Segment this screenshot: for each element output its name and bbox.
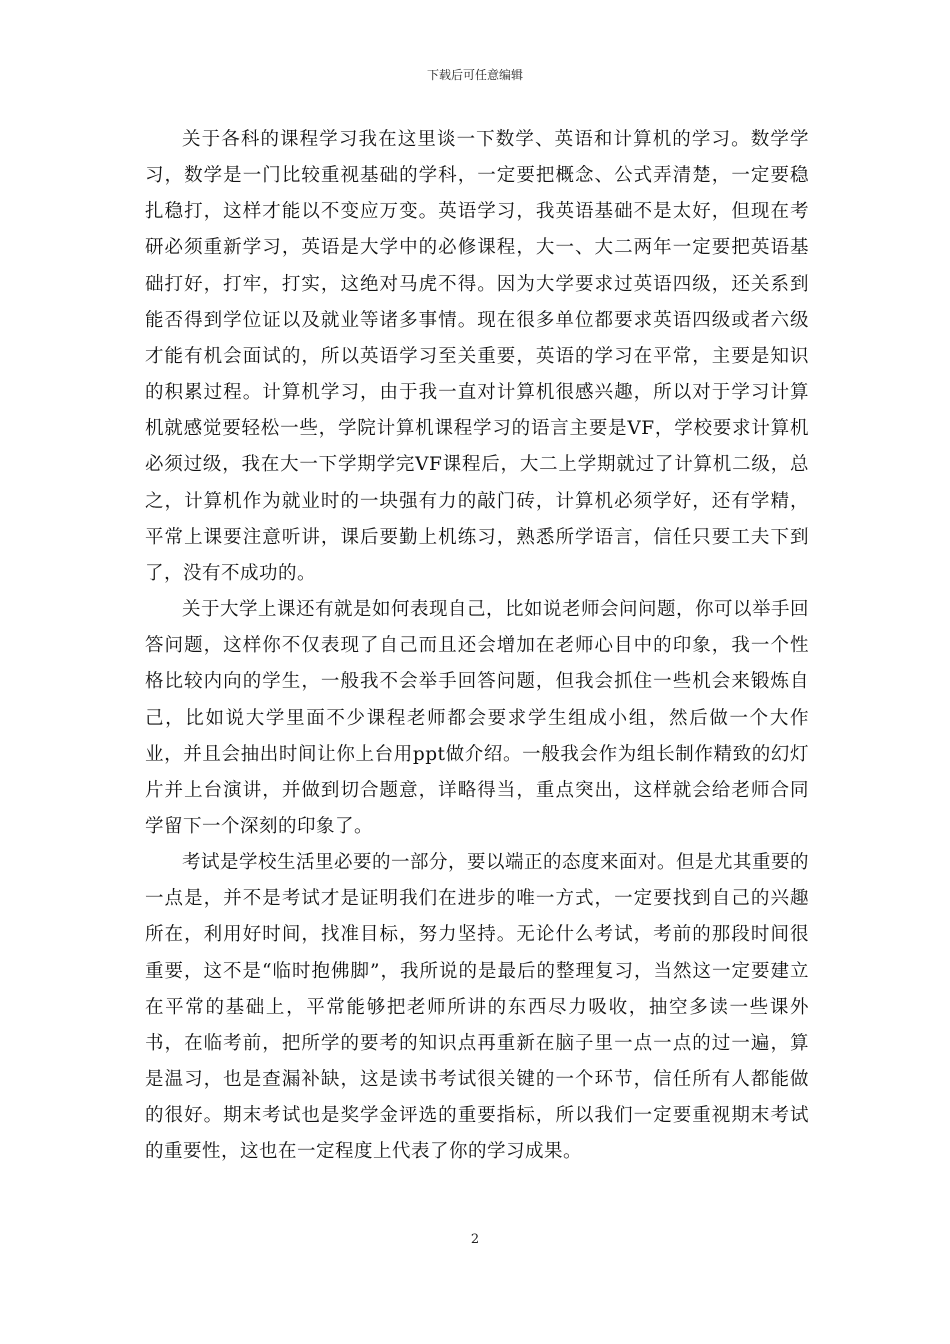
page-number: 2 [470,1232,480,1247]
document-body [145,122,809,1171]
page-header: 下载后可任意编辑 [426,68,523,82]
paragraph-class-performance: 关于大学上课还有就是如何表现自己，比如说老师会问问题，你可以举手回答问题，这样你不仅表现了自己而且还会增加在老师心目中的印象，我一个性格比较内向的学生，一般我不会举手回答问题，但我会抓住一些机会来锻炼自己，比如说大学里面不少课程老师都会要求学生组成小组，然后做一个大作业，并且会抽出时间让你上台用ppt做介绍。一般我会作为组长制作精致的幻灯片并上台演讲，并做到切合题意，详略得当，重点突出，这样就会给老师合同学留下一个深刻的印象了。 [145,599,810,837]
paragraph-exams: 考试是学校生活里必要的一部分，要以端正的态度来面对。但是尤其重要的一点是，并不是考试才是证明我们在进步的唯一方式，一定要找到自己的兴趣所在，利用好时间，找准目标，努力坚持。无论什么考试，考前的那段时间很重要，这不是“临时抱佛脚”，我所说的是最后的整理复习，当然这一定要建立在平常的基础上，平常能够把老师所讲的东西尽力吸收，抽空多读一些课外书，在临考前，把所学的要考的知识点再重新在脑子里一点一点的过一遍，算是温习，也是查漏补缺，这是读书考试很关键的一个环节，信任所有人都能做的很好。期末考试也是奖学金评选的重要指标，所以我们一定要重视期末考试的重要性，这也在一定程度上代表了你的学习成果。 [145,852,810,1163]
paragraph-courses-study: 关于各科的课程学习我在这里谈一下数学、英语和计算机的学习。数学学习，数学是一门比较重视基础的学科，一定要把概念、公式弄清楚，一定要稳扎稳打，这样才能以不变应万变。英语学习，我英语基础不是太好，但现在考研必须重新学习，英语是大学中的必修课程，大一、大二两年一定要把英语基础打好，打牢，打实，这绝对马虎不得。因为大学要求过英语四级，还关系到能否得到学位证以及就业等诸多事情。现在很多单位都要求英语四级或者六级才能有机会面试的，所以英语学习至关重要，英语的学习在平常，主要是知识的积累过程。计算机学习，由于我一直对计算机很感兴趣，所以对于学习计算机就感觉要轻松一些，学院计算机课程学习的语言主要是VF，学校要求计算机必须过级，我在大一下学期学完VF课程后，大二上学期就过了计算机二级，总之，计算机作为就业时的一块强有力的敲门砖，计算机必须学好，还有学精，平常上课要注意听讲，课后要勤上机练习，熟悉所学语言，信任只要工夫下到了，没有不成功的。 [145,129,809,584]
